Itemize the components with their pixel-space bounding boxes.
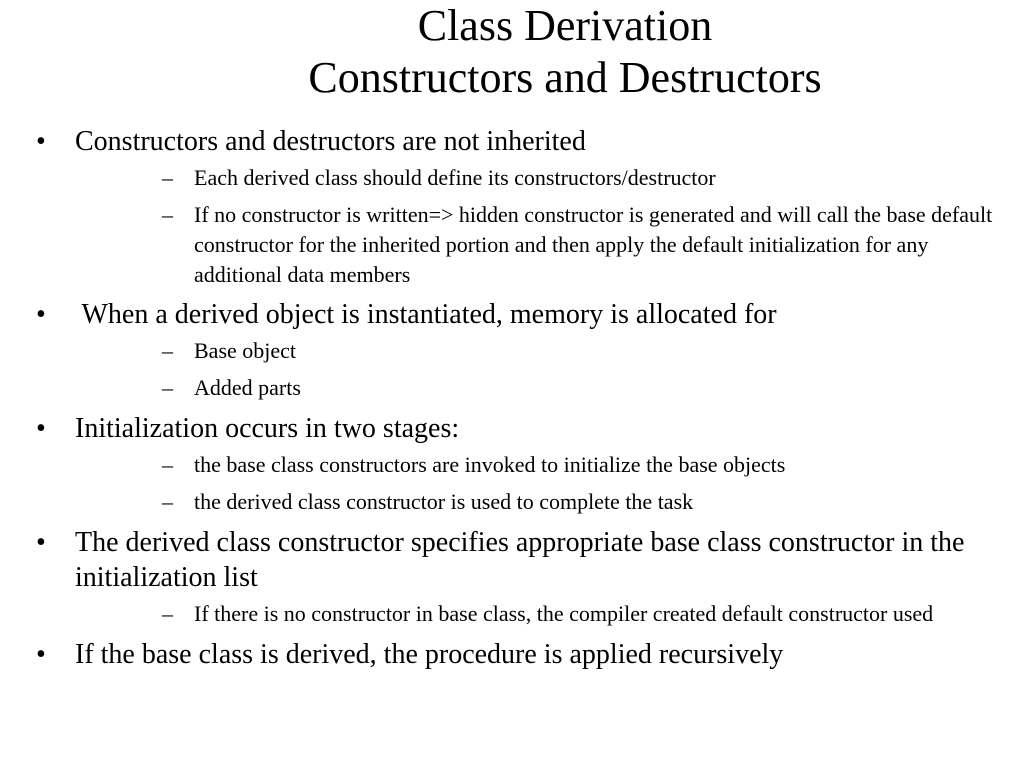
bullet-point-1: [0, 124, 1024, 290]
sub-list: [75, 163, 1024, 290]
sub-point: [75, 373, 1024, 403]
sub-list: [75, 599, 1024, 629]
bullet-text: When a derived object is instantiated, memory is allocated for: [75, 299, 777, 330]
sub-point: [75, 599, 1024, 629]
title-line-1: Class Derivation: [417, 1, 713, 50]
bullet-icon: •: [36, 126, 46, 157]
sub-point: [75, 163, 1024, 193]
bullet-icon: •: [36, 639, 46, 670]
dash-icon: –: [162, 165, 173, 190]
bullet-icon: •: [36, 413, 46, 444]
bullet-point-5: [0, 637, 1024, 672]
bullet-icon: •: [36, 299, 46, 330]
dash-icon: –: [162, 489, 173, 514]
bullet-point-2: [0, 297, 1024, 403]
slide-title: [0, 0, 1024, 104]
bullet-text: If the base class is derived, the procedure is applied recursively: [75, 639, 784, 670]
bullet-text: Initialization occurs in two stages:: [75, 413, 460, 444]
sub-point: [75, 450, 1024, 480]
dash-icon: –: [162, 338, 173, 363]
bullet-text: The derived class constructor specifies appropriate base class constructor in the initialization list: [75, 527, 965, 593]
sub-point: [75, 200, 1024, 290]
sub-point-text: the derived class constructor is used to complete the task: [194, 489, 694, 514]
sub-point: [75, 336, 1024, 366]
sub-point: [75, 487, 1024, 517]
dash-icon: –: [162, 202, 173, 227]
sub-point-text: Base object: [194, 338, 297, 363]
dash-icon: –: [162, 601, 173, 626]
bullet-point-4: [0, 525, 1024, 629]
sub-point-text: If no constructor is written=> hidden constructor is generated and will call the base default constructor for the inherited portion and then apply the default initialization for any additional data members: [194, 202, 993, 287]
sub-point-text: the base class constructors are invoked to initialize the base objects: [194, 452, 786, 477]
dash-icon: –: [162, 375, 173, 400]
sub-point-text: If there is no constructor in base class, the compiler created default constructor used: [194, 601, 934, 626]
sub-list: [75, 450, 1024, 517]
bullet-point-3: [0, 411, 1024, 517]
bullet-list: [0, 124, 1024, 672]
sub-point-text: Each derived class should define its constructors/destructor: [194, 165, 716, 190]
bullet-text: Constructors and destructors are not inherited: [75, 126, 586, 157]
sub-list: [75, 336, 1024, 403]
bullet-icon: •: [36, 527, 46, 558]
title-line-2: Constructors and Destructors: [308, 53, 822, 102]
dash-icon: –: [162, 452, 173, 477]
sub-point-text: Added parts: [194, 375, 301, 400]
